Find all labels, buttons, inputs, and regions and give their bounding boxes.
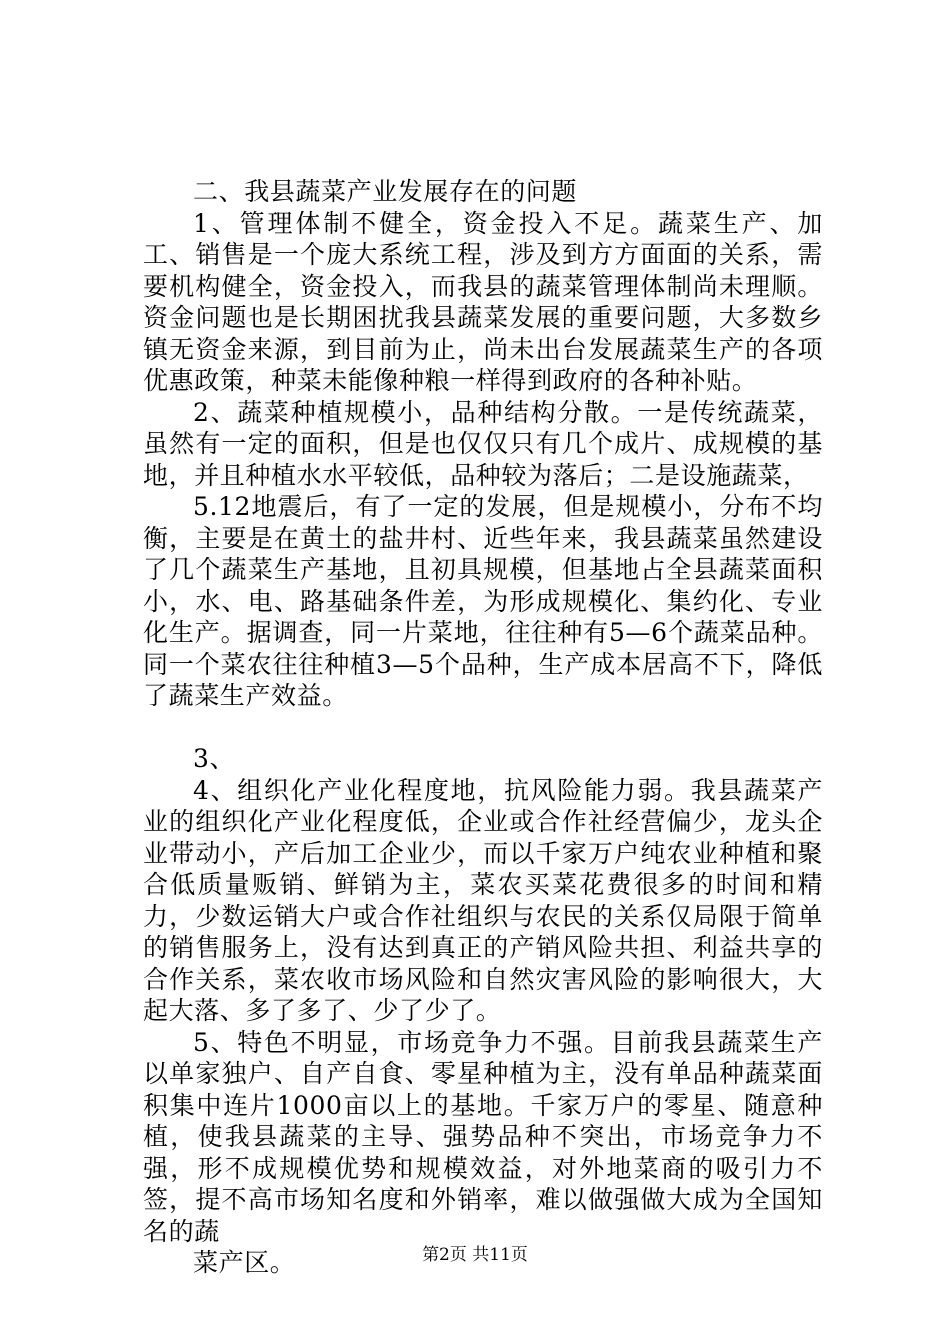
paragraph-1: 1、管理体制不健全，资金投入不足。蔬菜生产、加工、销售是一个庞大系统工程，涉及到方方面面的关系，需要机构健全，资金投入，而我县的蔬菜管理体制尚未理顺。资金问题也是长期困扰我县蔬菜发展的重要问题，大多数乡镇无资金来源，到目前为止，尚未出台发展蔬菜生产的各项优惠政策，种菜未能像种粮一样得到政府的各种补贴。 <box>143 208 823 395</box>
paragraph-7: 菜产区。 <box>193 1248 296 1277</box>
document-body <box>143 176 823 1279</box>
paragraph-3: 5.12地震后，有了一定的发展，但是规模小，分布不均衡，主要是在黄土的盐井村、近些年来，我县蔬菜虽然建设了几个蔬菜生产基地，且初具规模，但基地占全县蔬菜面积小，水、电、路基础条件差，为形成规模化、集约化、专业化生产。据调查，同一片菜地，往往种有5—6个蔬菜品种。同一个菜农往往种植3—5个品种，生产成本居高不下，降低了蔬菜生产效益。 <box>143 492 823 710</box>
paragraph-5: 4、组织化产业化程度地，抗风险能力弱。我县蔬菜产业的组织化产业化程度低，企业或合作社经营偏少，龙头企业带动小，产后加工企业少，而以千家万户纯农业种植和聚合低质量贩销、鲜销为主，菜农买菜花费很多的时间和精力，少数运销大户或合作社组织与农民的关系仅局限于简单的销售服务上，没有达到真正的产销风险共担、利益共享的合作关系，菜农收市场风险和自然灾害风险的影响很大，大起大落、多了多了、少了少了。 <box>143 775 823 1025</box>
paragraph-6: 5、特色不明显，市场竞争力不强。目前我县蔬菜生产以单家独户、自产自食、零星种植为主，没有单品种蔬菜面积集中连片1000亩以上的基地。千家万户的零星、随意种植，使我县蔬菜的主导、强势品种不突出，市场竞争力不强，形不成规模优势和规模效益，对外地菜商的吸引力不签，提不高市场知名度和外销率，难以做强做大成为全国知名的蔬 <box>143 1027 823 1246</box>
paragraph-4: 3、 <box>193 744 236 773</box>
paragraph-2: 2、蔬菜种植规模小，品种结构分散。一是传统蔬菜，虽然有一定的面积，但是也仅仅只有几个成片、成规模的基地，并且种植水水平较低，品种较为落后；二是设施蔬菜， <box>143 397 823 490</box>
section-heading: 二、我县蔬菜产业发展存在的问题 <box>193 177 578 206</box>
page-footer: 第2页 共11页 <box>422 1245 528 1265</box>
